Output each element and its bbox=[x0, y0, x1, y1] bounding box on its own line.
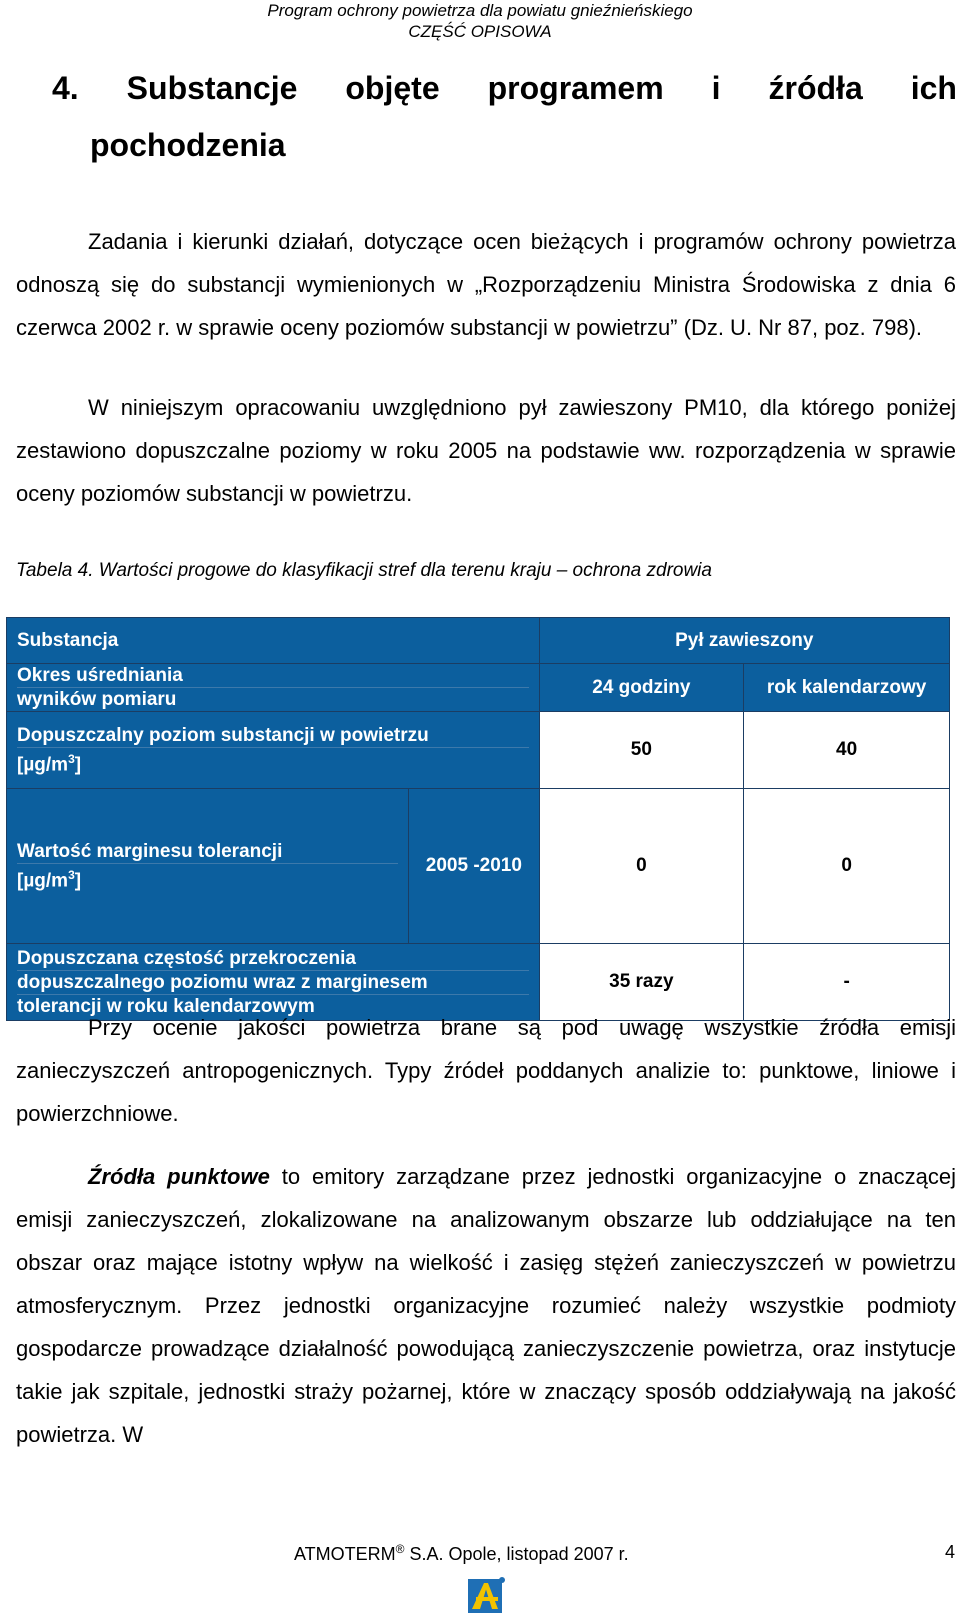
frequency-year: - bbox=[843, 971, 850, 992]
period-year: rok kalendarzowy bbox=[766, 676, 927, 698]
heading-word: objęte bbox=[345, 70, 440, 106]
period-24h-cell bbox=[539, 664, 744, 712]
paragraph-point-sources-text: to emitory zarządzane przez jednostki organizacyjne o znaczącej emisji zanieczyszczeń, zlokalizowane na analizowanym obszarze lub oddziałujące na ten obszar oraz mające istotny wpływ na wielkość i zasięg stężeń zanieczyszczeń w powietrzu atmosferycznym. Przez jednostki organizacyjne rozumieć należy wszystkie podmioty gospodarcze prowadzące działalność powodującą zanieczyszczenie powietrza, oraz instytucje takie jak szpitale, jednostki straży pożarnej, które w znaczący sposób oddziaływają na jakość powietrza. W bbox=[16, 1164, 956, 1447]
paragraph-pm10 bbox=[16, 386, 956, 515]
limit-year: 40 bbox=[836, 739, 858, 760]
frequency-label-line: tolerancji w roku kalendarzowym bbox=[17, 995, 315, 1017]
substance-label-cell bbox=[7, 618, 540, 664]
limit-24h: 50 bbox=[630, 739, 652, 760]
heading-word: ich bbox=[910, 70, 957, 106]
header-title: Program ochrony powietrza dla powiatu gnieźnieńskiego bbox=[267, 1, 693, 20]
margin-24h: 0 bbox=[636, 855, 647, 876]
heading-word: źródła bbox=[768, 70, 863, 106]
period-24h: 24 godziny bbox=[592, 676, 691, 698]
margin-unit: $[\mu g/m^3]$ bbox=[17, 867, 82, 892]
frequency-label-line: Dopuszczana częstość przekroczenia bbox=[17, 947, 529, 971]
page-number: 4 bbox=[945, 1542, 956, 1562]
paragraph-sources bbox=[16, 1006, 956, 1135]
limits-table bbox=[6, 617, 950, 1021]
substance-value: Pył zawieszony bbox=[675, 629, 814, 651]
table-caption: Tabela 4. Wartości progowe do klasyfikacji stref dla terenu kraju – ochrona zdrowia bbox=[16, 560, 712, 581]
margin-year-cell bbox=[744, 789, 950, 944]
period-label-cell bbox=[7, 664, 540, 712]
footer-company: ATMOTERM® S.A. Opole, listopad 2007 r. bbox=[294, 1542, 629, 1564]
margin-years-cell bbox=[409, 789, 539, 944]
header-subtitle: CZĘŚĆ OPISOWA bbox=[408, 22, 552, 41]
paragraph-point-sources bbox=[16, 1155, 956, 1456]
limit-unit: $[\mu g/m^3]$ bbox=[17, 751, 82, 776]
paragraph-sources-text: Przy ocenie jakości powietrza brane są pod uwagę wszystkie źródła emisji zanieczyszczeń antropogenicznych. Typy źródeł poddanych analizie to: punktowe, liniowe i powierzchniowe. bbox=[16, 1015, 956, 1126]
period-label-line: Okres uśredniania bbox=[17, 664, 529, 688]
heading-word: Substancje bbox=[126, 70, 298, 106]
paragraph-intro-text: Zadania i kierunki działań, dotyczące ocen bieżących i programów ochrony powietrza odnoszą się do substancji wymienionych w „Rozporządzeniu Ministra Środowiska z dnia 6 czerwca 2002 r. w sprawie oceny poziomów substancji w powietrzu” (Dz. U. Nr 87, poz. 798). bbox=[16, 229, 956, 340]
substance-value-cell bbox=[539, 618, 950, 664]
substance-label: Substancja bbox=[17, 629, 119, 651]
margin-24h-cell bbox=[539, 789, 744, 944]
margin-years: 2005 -2010 bbox=[425, 855, 522, 876]
section-heading bbox=[52, 60, 957, 174]
margin-year: 0 bbox=[841, 855, 852, 876]
limit-label-cell bbox=[7, 712, 540, 789]
limit-24h-cell bbox=[539, 712, 744, 789]
period-label-line: wyników pomiaru bbox=[17, 689, 177, 710]
frequency-24h: 35 razy bbox=[609, 971, 674, 992]
heading-word: i bbox=[711, 70, 721, 106]
page-header bbox=[0, 0, 960, 42]
heading-line-2: pochodzenia bbox=[90, 127, 286, 163]
heading-word: programem bbox=[487, 70, 664, 106]
atmoterm-logo-icon bbox=[466, 1575, 506, 1615]
frequency-label-line: dopuszczalnego poziomu wraz z marginesem bbox=[17, 971, 529, 995]
point-sources-term: Źródła punktowe bbox=[88, 1164, 270, 1189]
limit-label-line: Dopuszczalny poziom substancji w powietrzu bbox=[17, 724, 529, 748]
period-year-cell bbox=[744, 664, 950, 712]
heading-number: 4. bbox=[52, 70, 79, 106]
margin-label-cell bbox=[7, 789, 409, 944]
limit-year-cell bbox=[744, 712, 950, 789]
paragraph-intro bbox=[16, 220, 956, 349]
paragraph-pm10-text: W niniejszym opracowaniu uwzględniono pył zawieszony PM10, dla którego poniżej zestawiono dopuszczalne poziomy w roku 2005 na podstawie ww. rozporządzenia w sprawie oceny poziomów substancji w powietrzu. bbox=[16, 395, 956, 506]
margin-label-line: Wartość marginesu tolerancji bbox=[17, 840, 398, 864]
